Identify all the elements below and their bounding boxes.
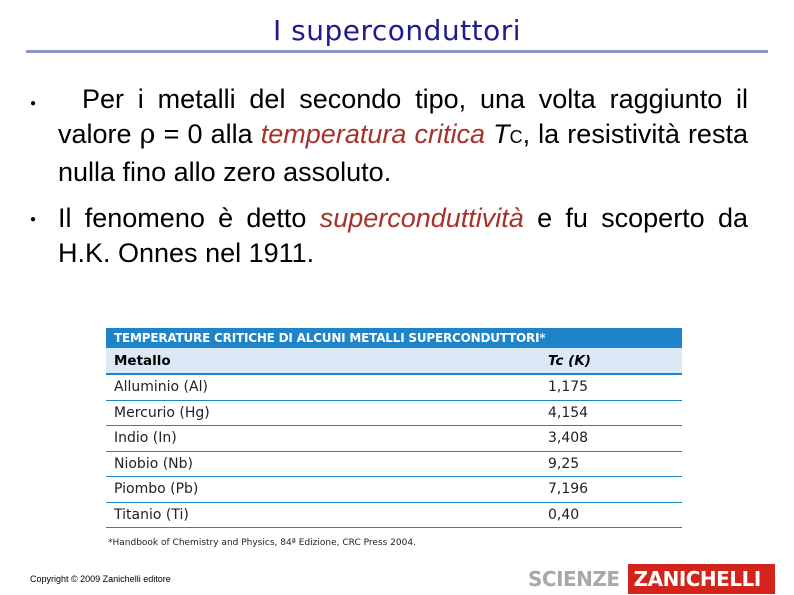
logo-zanichelli-text: ZANICHELLI [628, 564, 775, 594]
bullet-icon: ● [30, 214, 37, 225]
table-footnote: *Handbook of Chemistry and Physics, 84ª Edizione, CRC Press 2004. [108, 538, 416, 548]
tc-subscript: C [509, 127, 523, 147]
copyright-notice: Copyright © 2009 Zanichelli editore [30, 574, 171, 584]
metal-cell: Niobio (Nb) [106, 451, 540, 477]
metal-cell: Piombo (Pb) [106, 477, 540, 503]
tc-cell: 3,408 [540, 426, 682, 452]
table-row [106, 451, 682, 477]
rho-symbol: ρ [139, 119, 156, 150]
table-row [106, 477, 682, 503]
metal-cell: Mercurio (Hg) [106, 400, 540, 426]
tc-cell: 4,154 [540, 400, 682, 426]
table-row [106, 502, 682, 528]
critical-temperatures-table [106, 328, 682, 528]
paragraph-superconductivity [58, 201, 748, 271]
column-header-tc: Tc (K) [540, 348, 682, 374]
paragraph-critical-temperature [58, 82, 748, 190]
para1-text2: = 0 alla [155, 119, 261, 149]
para2-text2: e fu scoperto da H.K. Onnes nel 1911. [58, 203, 748, 268]
tc-cell: 0,40 [540, 502, 682, 528]
critical-temperature-term: temperatura critica [260, 119, 485, 149]
para1-text1: Per i metalli del secondo tipo, una volta raggiunto il valore [58, 84, 748, 149]
title-divider [26, 50, 768, 53]
table-row [106, 426, 682, 452]
metal-cell: Alluminio (Al) [106, 374, 540, 400]
tc-cell: 1,175 [540, 374, 682, 400]
table-row [106, 400, 682, 426]
para1-text3: , la resistività resta nulla fino allo zero assoluto. [58, 119, 748, 187]
table-row [106, 374, 682, 400]
tc-symbol: T [493, 119, 510, 149]
superconductivity-term: superconduttività [319, 203, 524, 233]
column-header-metal: Metallo [106, 348, 540, 374]
logo-scienze-text: SCIENZE [528, 567, 620, 591]
bullet-icon: ● [30, 98, 37, 109]
para2-text1: Il fenomeno è detto [58, 203, 320, 233]
table-title: TEMPERATURE CRITICHE DI ALCUNI METALLI SUPERCONDUTTORI* [106, 328, 682, 348]
metal-cell: Titanio (Ti) [106, 502, 540, 528]
zanichelli-logo [528, 564, 775, 594]
metal-cell: Indio (In) [106, 426, 540, 452]
tc-cell: 9,25 [540, 451, 682, 477]
tc-cell: 7,196 [540, 477, 682, 503]
slide-title: I superconduttori [272, 14, 522, 47]
